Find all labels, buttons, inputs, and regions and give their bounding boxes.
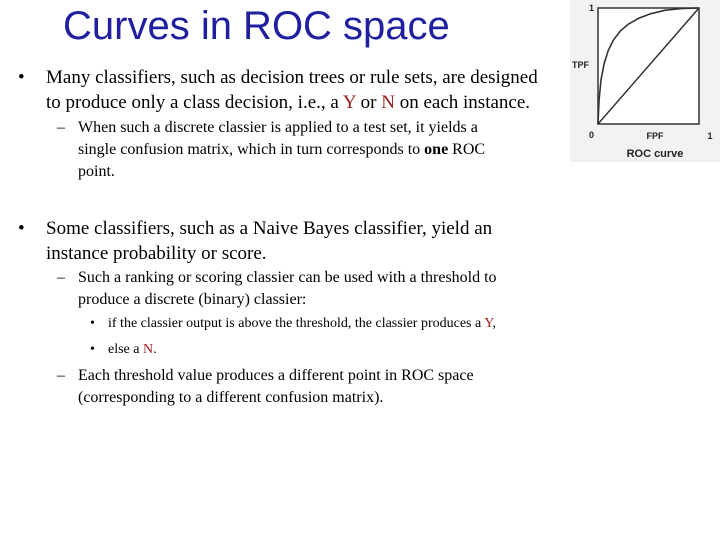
slide-title: Curves in ROC space bbox=[63, 4, 450, 48]
sub-sub-bullet: • bbox=[90, 316, 95, 331]
threshold-item-after: , bbox=[492, 316, 497, 331]
sub-dash: – bbox=[57, 367, 65, 384]
bullet1-or: or bbox=[355, 92, 382, 113]
label-y: Y bbox=[484, 316, 493, 331]
else-item-after: . bbox=[153, 342, 157, 357]
label-n: N bbox=[142, 342, 154, 357]
bullet2-line1: Some classifiers, such as a Naive Bayes classifier, yield an bbox=[46, 218, 493, 239]
else-item-text: else a bbox=[108, 342, 143, 357]
sub-sub-bullet: • bbox=[90, 342, 95, 357]
bullet1-sub-line2-b: ROC bbox=[448, 141, 486, 158]
bullet1-line2 bbox=[46, 90, 530, 115]
emphasis-one: one bbox=[424, 141, 449, 158]
roc-curve-figure bbox=[570, 0, 720, 162]
bullet1-line2-b: on each instance. bbox=[394, 92, 531, 113]
threshold-item bbox=[108, 314, 496, 334]
origin-label: 0 bbox=[588, 130, 594, 140]
roc-caption: ROC curve bbox=[626, 148, 684, 160]
y-top-label: 1 bbox=[588, 3, 594, 13]
bullet2-sub2-line1: Each threshold value produces a different point in ROC space bbox=[78, 367, 474, 384]
roc-chart-svg bbox=[570, 0, 720, 162]
bullet2-sub2-line2: (corresponding to a different confusion matrix). bbox=[78, 389, 384, 406]
y-axis-label: TPF bbox=[572, 60, 589, 70]
bullet1-line2-a: to produce only a class decision, i.e., a bbox=[46, 92, 343, 113]
bullet1-sub-line2-a: single confusion matrix, which in turn corresponds to bbox=[78, 141, 425, 158]
label-n: N bbox=[381, 92, 395, 113]
bullet2-sub1-line2: produce a discrete (binary) classier: bbox=[78, 291, 307, 308]
bullet2-sub1-line1: Such a ranking or scoring classier can be used with a threshold to bbox=[78, 269, 497, 286]
label-y: Y bbox=[342, 92, 356, 113]
bullet1-sub-line3: point. bbox=[78, 163, 115, 180]
x-right-label: 1 bbox=[707, 131, 713, 141]
sub-dash: – bbox=[57, 269, 65, 286]
bullet1-sub-line2 bbox=[78, 139, 485, 161]
bullet1-sub-line1: When such a discrete classier is applied to a test set, it yields a bbox=[78, 119, 478, 136]
bullet1-line1: Many classifiers, such as decision trees or rule sets, are designed bbox=[46, 67, 538, 88]
x-axis-label: FPF bbox=[646, 131, 664, 141]
threshold-item-text: if the classier output is above the threshold, the classier produces a bbox=[108, 316, 485, 331]
else-item bbox=[108, 340, 157, 360]
sub-dash: – bbox=[57, 119, 65, 136]
bullet-marker: • bbox=[18, 67, 25, 88]
bullet2-line2: instance probability or score. bbox=[46, 243, 267, 264]
bullet-marker: • bbox=[18, 218, 25, 239]
